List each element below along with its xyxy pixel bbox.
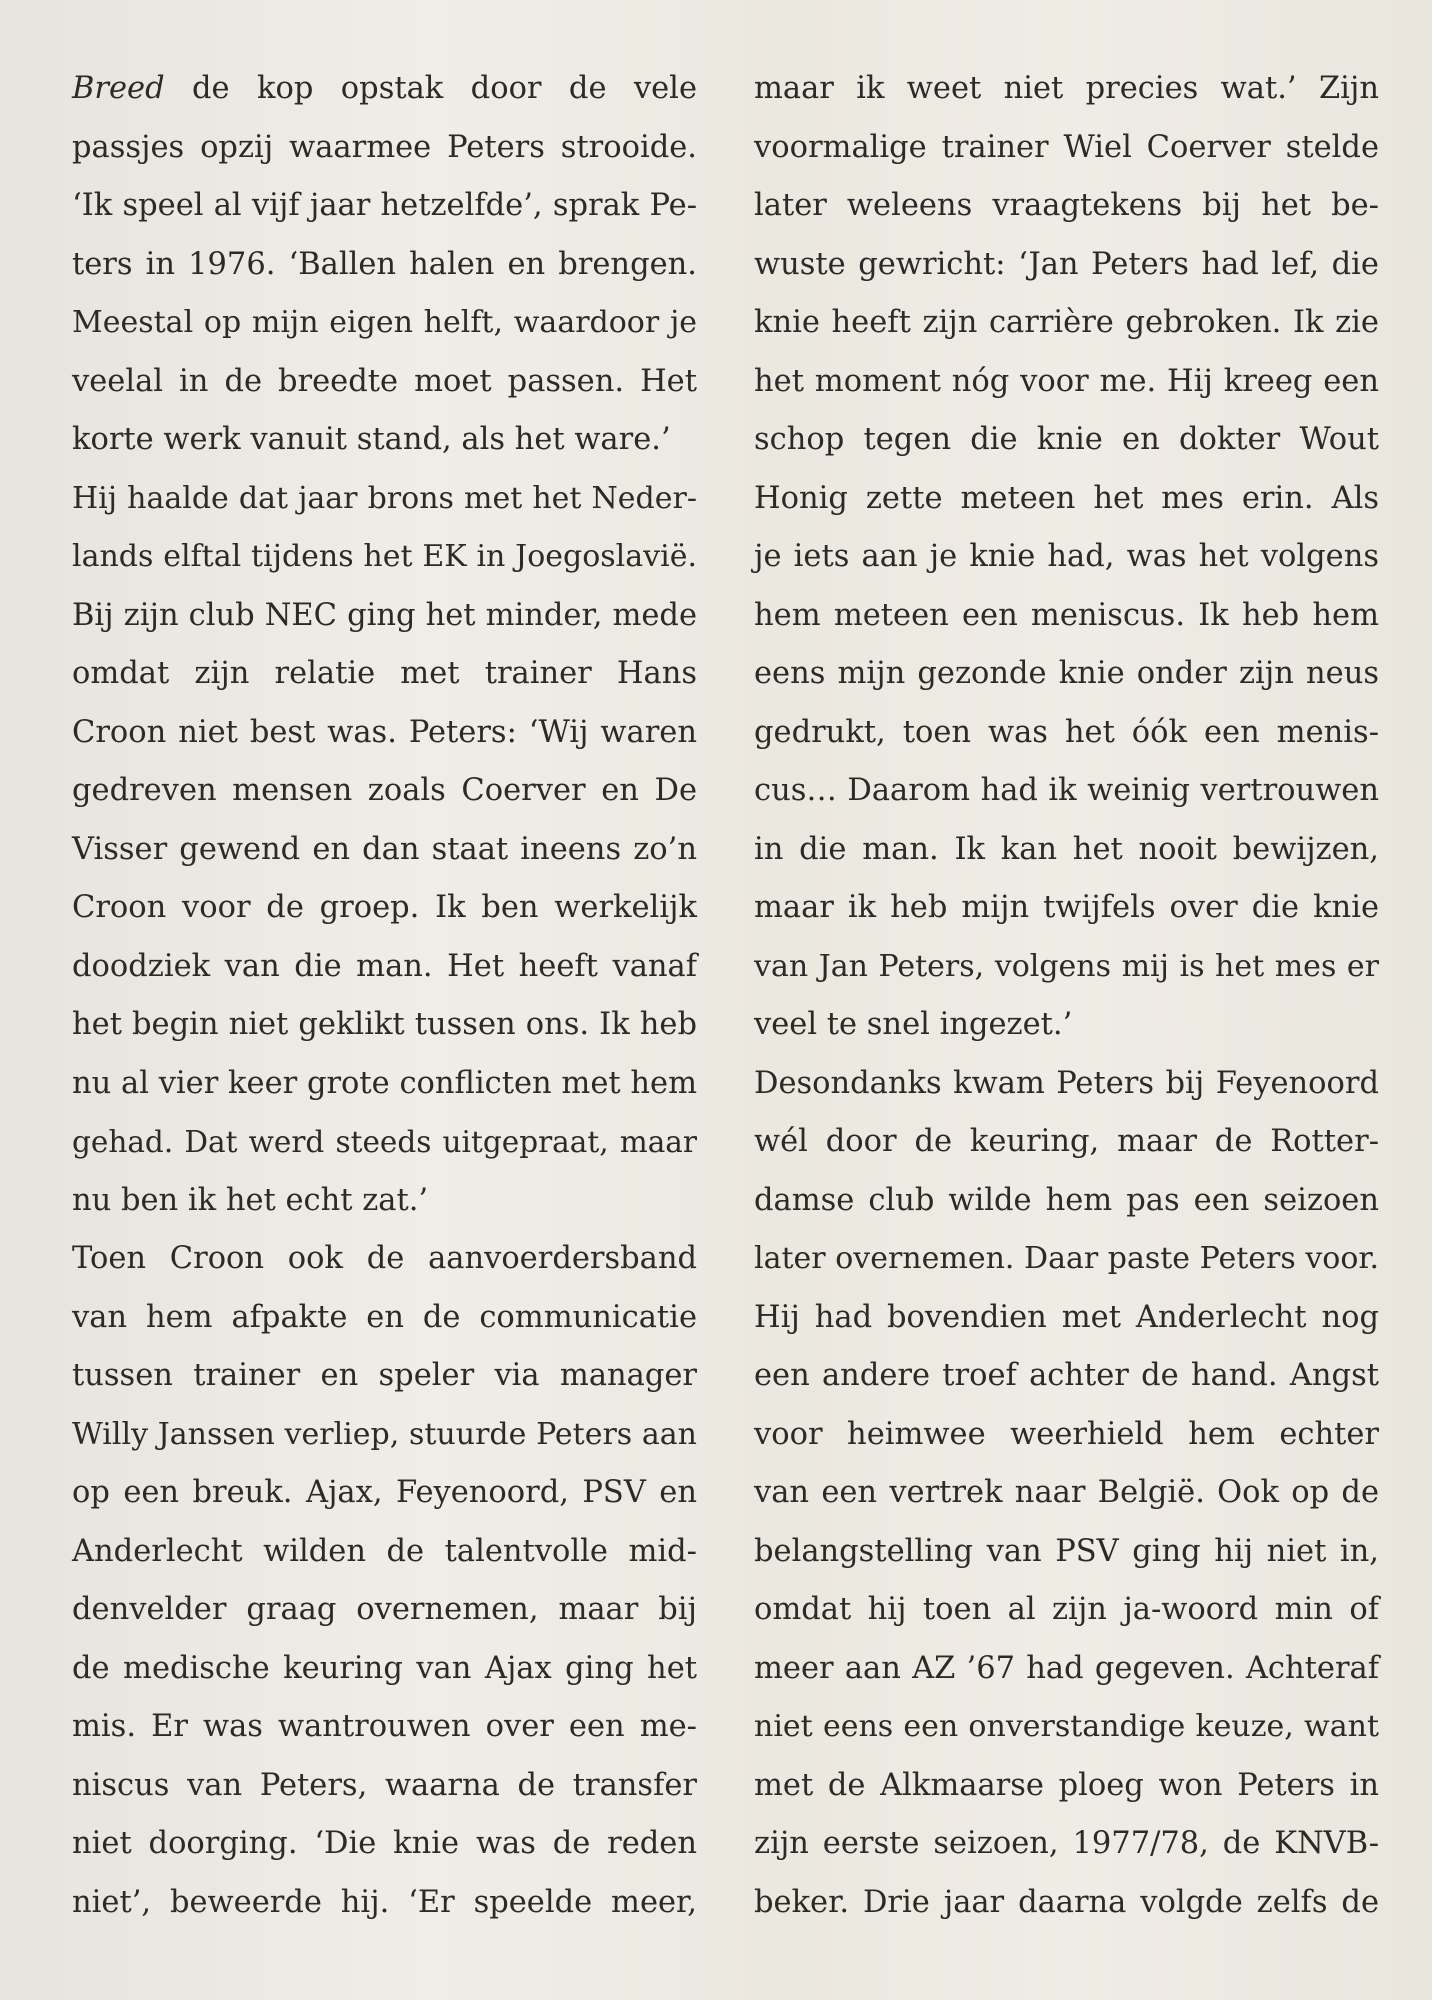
- line-text: Willy Janssen verliep, stuurde Peters aan: [72, 1416, 697, 1452]
- line-text: niscus van Peters, waarna de transfer: [72, 1767, 697, 1803]
- line-text: later weleens vraagtekens bij het be-: [754, 188, 1379, 223]
- line-text: de medische keuring van Ajax ging het: [72, 1650, 697, 1686]
- text-line: [754, 821, 1379, 880]
- text-line: [754, 762, 1379, 821]
- line-text: passjes opzij waarmee Peters strooide.: [72, 129, 697, 165]
- text-line: [72, 294, 697, 353]
- line-text: cus… Daarom had ik weinig vertrouwen: [754, 773, 1379, 808]
- text-line: [72, 1757, 697, 1816]
- line-text: lands elftal tijdens het EK in Joegoslavië.: [72, 539, 697, 574]
- line-text: Meestal op mijn eigen helft, waardoor je: [72, 305, 697, 340]
- text-line: [72, 1464, 697, 1523]
- line-text: Visser gewend en dan staat ineens zo’n: [72, 831, 697, 867]
- line-text: damse club wilde hem pas een seizoen: [754, 1182, 1379, 1218]
- line-text: met de Alkmaarse ploeg won Peters in: [754, 1767, 1379, 1803]
- text-line: [754, 1055, 1379, 1114]
- text-line: [754, 353, 1379, 412]
- text-line: [72, 1874, 697, 1933]
- text-line: [72, 821, 697, 880]
- line-text: van hem afpakte en de communicatie: [72, 1299, 697, 1335]
- line-text: knie heeft zijn carrière gebroken. Ik zie: [754, 305, 1379, 340]
- text-line: [754, 294, 1379, 353]
- text-line: [754, 1172, 1379, 1231]
- line-text: hem meteen een meniscus. Ik heb hem: [754, 597, 1379, 633]
- line-text: ters in 1976. ‘Ballen halen en brengen.: [72, 246, 697, 282]
- text-line: [754, 1698, 1379, 1757]
- line-text: Honig zette meteen het mes erin. Als: [754, 480, 1379, 516]
- line-text: het moment nóg voor me. Hij kreeg een: [754, 363, 1379, 399]
- text-line: [72, 762, 697, 821]
- line-text: meer aan AZ ’67 had gegeven. Achteraf: [754, 1650, 1379, 1686]
- line-text: Toen Croon ook de aanvoerdersband: [72, 1241, 697, 1276]
- line-text: Croon niet best was. Peters: ‘Wij waren: [72, 714, 697, 750]
- italic-lead-word: Breed: [72, 71, 193, 106]
- line-text: schop tegen die knie en dokter Wout: [754, 422, 1379, 457]
- text-line: [72, 1698, 697, 1757]
- text-line: [72, 1172, 697, 1231]
- text-line: [72, 1523, 697, 1582]
- text-line: [72, 996, 697, 1055]
- line-text: Anderlecht wilden de talentvolle mid-: [72, 1533, 697, 1569]
- line-text: niet doorging. ‘Die knie was de reden: [72, 1826, 697, 1861]
- line-text: het begin niet geklikt tussen ons. Ik heb: [72, 1007, 697, 1042]
- text-line: [72, 1581, 697, 1640]
- line-text: gedreven mensen zoals Coerver en De: [72, 773, 697, 808]
- text-line: [72, 411, 697, 470]
- line-text: niet’, beweerde hij. ‘Er speelde meer,: [72, 1884, 697, 1920]
- text-line: [754, 704, 1379, 763]
- text-line: [754, 1464, 1379, 1523]
- text-line: [72, 470, 697, 529]
- line-text: mis. Er was wantrouwen over een me-: [72, 1709, 697, 1744]
- text-line: [72, 1113, 697, 1172]
- line-text: nu ben ik het echt zat.’: [72, 1182, 429, 1218]
- text-line: [72, 119, 697, 178]
- text-line: [72, 938, 697, 997]
- line-text: de kop opstak door de vele: [192, 71, 697, 106]
- text-line: [72, 704, 697, 763]
- text-line: [72, 1815, 697, 1874]
- line-text: later overnemen. Daar paste Peters voor.: [754, 1241, 1379, 1276]
- line-text: in die man. Ik kan het nooit bewijzen,: [754, 831, 1379, 867]
- text-line: [754, 411, 1379, 470]
- line-text: veelal in de breedte moet passen. Het: [72, 363, 697, 399]
- text-line: [754, 1230, 1379, 1289]
- line-text: op een breuk. Ajax, Feyenoord, PSV en: [72, 1475, 697, 1510]
- line-text: niet eens een onverstandige keuze, want: [754, 1709, 1379, 1744]
- text-column-left: [72, 60, 697, 1932]
- text-line: [72, 1347, 697, 1406]
- text-line: [754, 645, 1379, 704]
- text-line: [72, 236, 697, 295]
- line-text: ‘Ik speel al vijf jaar hetzelfde’, sprak Pe-: [72, 188, 697, 223]
- line-text: denvelder graag overnemen, maar bij: [72, 1592, 697, 1627]
- text-line: [754, 60, 1379, 119]
- text-line: [754, 236, 1379, 295]
- text-line: [72, 528, 697, 587]
- line-text: omdat zijn relatie met trainer Hans: [72, 656, 697, 691]
- text-line: [754, 1581, 1379, 1640]
- line-text: Croon voor de groep. Ik ben werkelijk: [72, 890, 697, 925]
- line-text: maar ik heb mijn twijfels over die knie: [754, 890, 1379, 925]
- text-line: [754, 1406, 1379, 1465]
- text-line: [72, 1289, 697, 1348]
- text-line: [754, 1640, 1379, 1699]
- text-line: [72, 1055, 697, 1114]
- text-line: [754, 1874, 1379, 1933]
- text-line: [72, 1640, 697, 1699]
- text-line: [754, 587, 1379, 646]
- line-text: korte werk vanuit stand, als het ware.’: [72, 422, 671, 457]
- line-text: wél door de keuring, maar de Rotter-: [754, 1124, 1379, 1159]
- text-column-right: [754, 60, 1379, 1932]
- line-text: zijn eerste seizoen, 1977/78, de KNVB-: [754, 1826, 1379, 1861]
- text-line: [754, 1815, 1379, 1874]
- line-text: doodziek van die man. Het heeft vanaf: [72, 948, 697, 984]
- text-line: [754, 528, 1379, 587]
- line-text: Hij haalde dat jaar brons met het Neder-: [72, 480, 697, 516]
- line-text: belangstelling van PSV ging hij niet in,: [754, 1533, 1379, 1569]
- text-line: [754, 1347, 1379, 1406]
- text-line: [72, 353, 697, 412]
- line-text: Desondanks kwam Peters bij Feyenoord: [754, 1065, 1379, 1101]
- text-line: [72, 1230, 697, 1289]
- line-text: van een vertrek naar België. Ook op de: [754, 1475, 1379, 1510]
- line-text: Hij had bovendien met Anderlecht nog: [754, 1299, 1379, 1335]
- line-text: voor heimwee weerhield hem echter: [754, 1416, 1379, 1452]
- text-line: [754, 470, 1379, 529]
- text-line: [754, 996, 1379, 1055]
- line-text: je iets aan je knie had, was het volgens: [754, 539, 1379, 574]
- text-line: [754, 119, 1379, 178]
- text-line: [754, 1757, 1379, 1816]
- line-text: Bij zijn club NEC ging het minder, mede: [72, 597, 697, 633]
- text-line: [72, 587, 697, 646]
- line-text: van Jan Peters, volgens mij is het mes er: [754, 948, 1379, 984]
- line-text: veel te snel ingezet.’: [754, 1007, 1073, 1042]
- line-text: nu al vier keer grote conflicten met hem: [72, 1065, 697, 1101]
- text-line: [754, 1523, 1379, 1582]
- line-text: voormalige trainer Wiel Coerver stelde: [754, 129, 1379, 165]
- text-line: [72, 60, 697, 119]
- line-text: omdat hij toen al zijn ja-woord min of: [754, 1592, 1379, 1627]
- text-line: [72, 1406, 697, 1465]
- line-text: gedrukt, toen was het óók een menis-: [754, 714, 1379, 750]
- line-text: gehad. Dat werd steeds uitgepraat, maar: [72, 1125, 697, 1159]
- text-line: [72, 177, 697, 236]
- text-line: [72, 879, 697, 938]
- text-line: [754, 938, 1379, 997]
- text-line: [754, 177, 1379, 236]
- text-line: [754, 1113, 1379, 1172]
- text-line: [754, 879, 1379, 938]
- text-line: [754, 1289, 1379, 1348]
- line-text: tussen trainer en speler via manager: [72, 1358, 697, 1393]
- line-text: wuste gewricht: ‘Jan Peters had lef, die: [754, 246, 1379, 282]
- line-text: beker. Drie jaar daarna volgde zelfs de: [754, 1884, 1379, 1920]
- line-text: maar ik weet niet precies wat.’ Zijn: [754, 71, 1379, 106]
- line-text: eens mijn gezonde knie onder zijn neus: [754, 656, 1379, 691]
- line-text: een andere troef achter de hand. Angst: [754, 1358, 1379, 1393]
- text-line: [72, 645, 697, 704]
